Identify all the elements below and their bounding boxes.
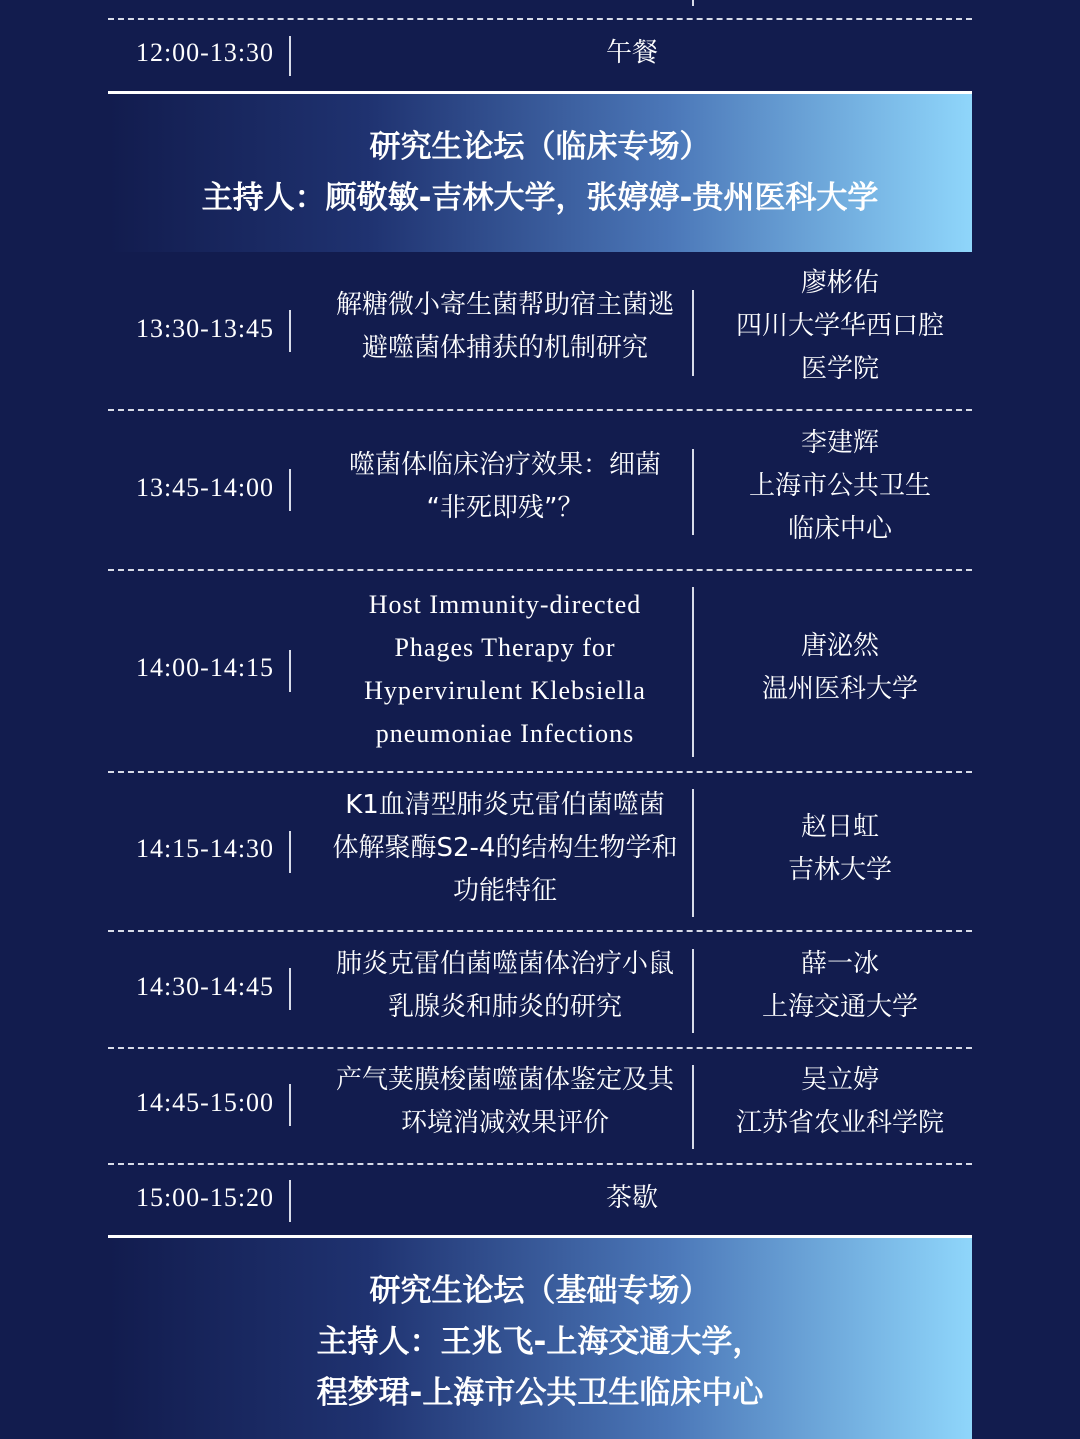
topic-line: Phages Therapy for	[394, 633, 616, 662]
talk-time: 13:45-14:00	[135, 473, 275, 502]
speaker-affiliation: 江苏省农业科学院	[735, 1108, 944, 1138]
talk-time: 14:15-14:30	[135, 834, 275, 863]
topic-line: 体解聚酶S2-4的结构生物学和	[332, 833, 678, 863]
row-divider	[108, 18, 972, 20]
talk-topic	[320, 444, 690, 530]
speaker-affiliation: 医学院	[800, 354, 879, 384]
speaker-affiliation: 吉林大学	[787, 855, 892, 885]
talk-speaker	[702, 1059, 978, 1145]
topic-line: 肺炎克雷伯菌噬菌体治疗小鼠	[335, 949, 674, 979]
topic-line: Host Immunity-directed	[368, 590, 642, 619]
speaker-name: 廖彬佑	[800, 268, 879, 298]
column-divider	[692, 0, 694, 6]
topic-line: “非死即残”？	[426, 493, 584, 523]
topic-line: 乳腺炎和肺炎的研究	[387, 992, 622, 1022]
topic-line: 产气荚膜梭菌噬菌体鉴定及其	[335, 1065, 674, 1095]
column-divider	[692, 1065, 694, 1149]
speaker-affiliation: 四川大学华西口腔	[735, 311, 944, 341]
talk-time: 13:30-13:45	[135, 314, 275, 343]
row-divider	[108, 569, 972, 571]
speaker-affiliation: 临床中心	[787, 514, 892, 544]
row-divider	[108, 771, 972, 773]
talk-speaker	[702, 422, 978, 551]
speaker-name: 吴立婷	[800, 1065, 879, 1095]
speaker-affiliation: 上海交通大学	[761, 992, 918, 1022]
talk-speaker	[702, 625, 978, 711]
talk-topic	[320, 284, 690, 370]
row-divider	[108, 930, 972, 932]
row-divider	[108, 409, 972, 411]
talk-time: 14:00-14:15	[135, 653, 275, 682]
column-divider	[692, 449, 694, 535]
lunch-label: 午餐	[605, 38, 658, 68]
topic-line: 环境消减效果评价	[400, 1108, 609, 1138]
talk-speaker	[702, 943, 978, 1029]
talk-topic	[320, 784, 690, 913]
column-divider	[289, 1084, 291, 1126]
topic-line: 避噬菌体捕获的机制研究	[361, 333, 648, 363]
topic-line: K1血清型肺炎克雷伯菌噬菌	[345, 790, 665, 820]
column-divider	[289, 650, 291, 692]
talk-topic	[320, 583, 690, 755]
tea-time: 15:00-15:20	[135, 1183, 275, 1212]
topic-line: 解糖微小寄生菌帮助宿主菌逃	[335, 290, 674, 320]
speaker-affiliation: 上海市公共卫生	[748, 471, 931, 501]
session-banner-basic	[108, 1238, 972, 1439]
talk-time: 14:30-14:45	[135, 972, 275, 1001]
column-divider	[289, 968, 291, 1010]
topic-line: pneumoniae Infections	[375, 719, 635, 748]
talk-speaker	[702, 262, 978, 391]
speaker-name: 唐泌然	[800, 631, 879, 661]
column-divider	[289, 831, 291, 873]
lunch-time: 12:00-13:30	[135, 38, 275, 67]
speaker-name: 赵日虹	[800, 812, 879, 842]
column-divider	[692, 949, 694, 1033]
talk-topic	[320, 943, 690, 1029]
column-divider	[289, 310, 291, 352]
session-title: 研究生论坛（基础专场）	[369, 1273, 711, 1309]
talk-speaker	[702, 806, 978, 892]
column-divider	[692, 587, 694, 757]
topic-line: 功能特征	[452, 876, 557, 906]
row-divider	[108, 1047, 972, 1049]
talk-time: 14:45-15:00	[135, 1088, 275, 1117]
session-banner-clinical	[108, 94, 972, 252]
session-hosts: 程梦珺-上海市公共卫生临床中心	[316, 1375, 764, 1411]
topic-line: 噬菌体临床治疗效果：细菌	[348, 450, 661, 480]
session-title: 研究生论坛（临床专场）	[369, 129, 711, 165]
session-hosts: 主持人：王兆飞-上海交通大学，	[316, 1324, 764, 1360]
speaker-name: 李建辉	[800, 428, 879, 458]
column-divider	[692, 789, 694, 917]
session-hosts: 主持人：顾敬敏-吉林大学，张婷婷-贵州医科大学	[201, 180, 879, 216]
speaker-name: 薛一冰	[800, 949, 879, 979]
speaker-affiliation: 温州医科大学	[761, 674, 918, 704]
tea-label: 茶歇	[605, 1183, 658, 1213]
column-divider	[289, 469, 291, 511]
column-divider	[289, 1180, 291, 1222]
talk-topic	[320, 1059, 690, 1145]
column-divider	[289, 36, 291, 76]
row-divider	[108, 1163, 972, 1165]
column-divider	[692, 290, 694, 376]
topic-line: Hypervirulent Klebsiella	[364, 676, 646, 705]
